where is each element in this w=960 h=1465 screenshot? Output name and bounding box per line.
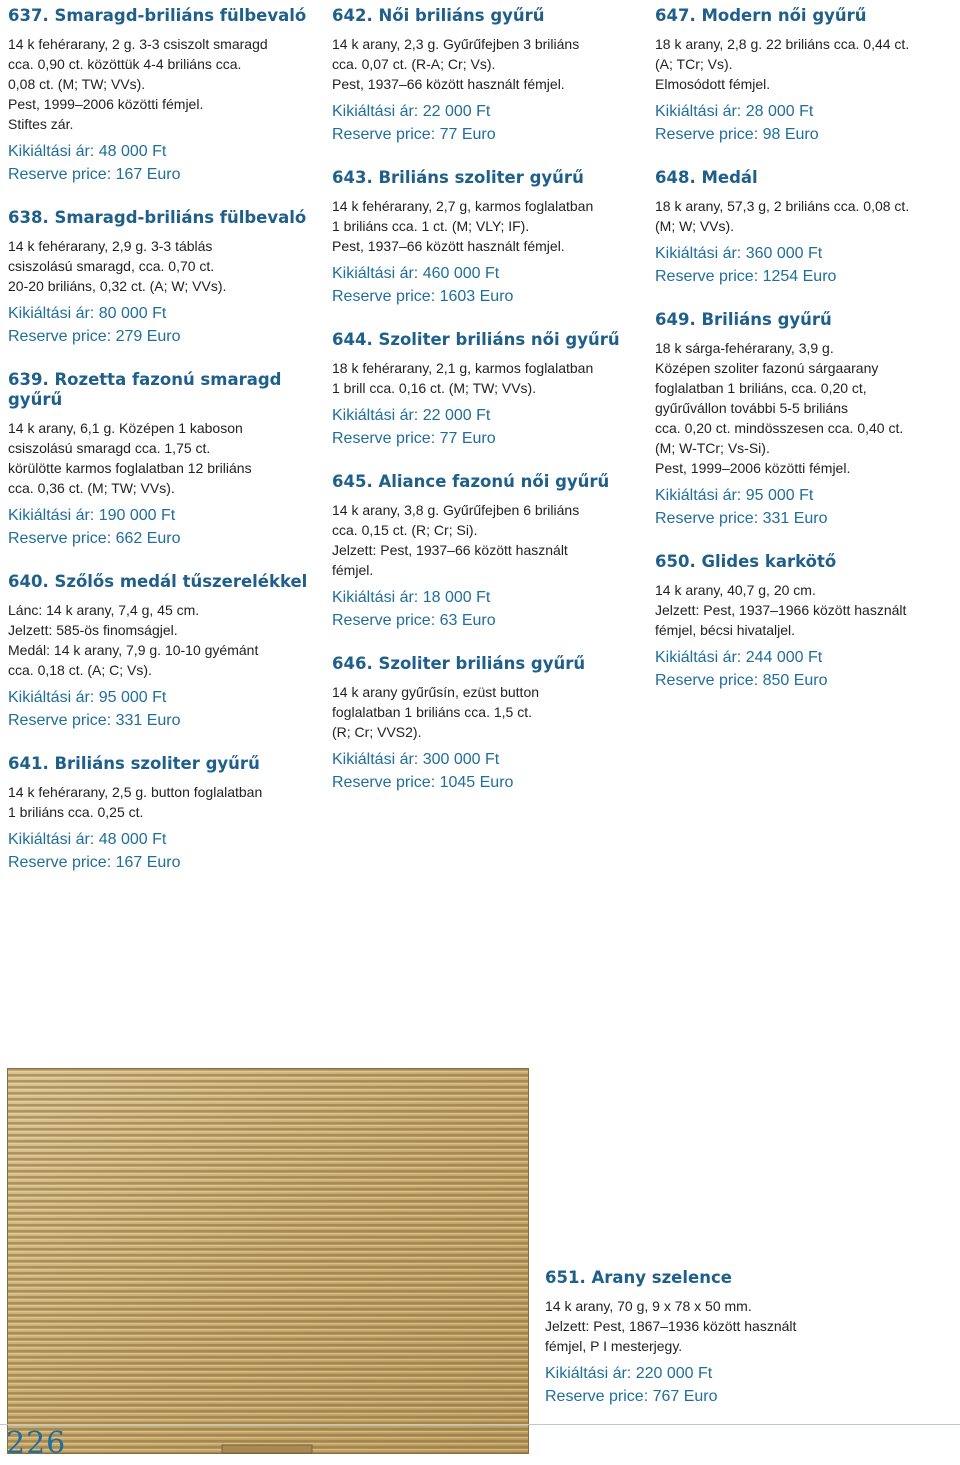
lot-description: [332, 500, 642, 580]
lot-description: [655, 580, 955, 640]
description-line: 14 k arany, 70 g, 9 x 78 x 50 mm.: [545, 1298, 752, 1314]
description-line: Pest, 1999–2006 közötti fémjel.: [655, 460, 851, 476]
reserve-price: Reserve price: 1045 Euro: [332, 774, 514, 791]
page-footer-rule: [0, 1424, 960, 1425]
description-line: Pest, 1937–66 között használt fémjel.: [332, 238, 565, 254]
description-line: cca. 0,18 ct. (A; C; Vs).: [8, 662, 152, 678]
lot-title: 647. Modern női gyűrű: [655, 6, 867, 25]
description-line: 14 k fehérarany, 2,7 g, karmos foglalatban: [332, 198, 594, 214]
description-line: csiszolású smaragd, cca. 0,70 ct.: [8, 258, 215, 274]
reserve-price: Reserve price: 98 Euro: [655, 126, 819, 143]
description-line: Pest, 1937–66 között használt fémjel.: [332, 76, 565, 92]
lot-title: 649. Briliáns gyűrű: [655, 310, 832, 329]
reserve-price: Reserve price: 331 Euro: [8, 712, 181, 729]
description-line: Stiftes zár.: [8, 116, 74, 132]
description-line: cca. 0,07 ct. (R-A; Cr; Vs).: [332, 56, 496, 72]
column-left: [8, 6, 318, 896]
lot-title: 645. Aliance fazonú női gyűrű: [332, 472, 610, 491]
description-line: 18 k arany, 2,8 g. 22 briliáns cca. 0,44 ct.: [655, 36, 910, 52]
lot-646: [332, 654, 642, 794]
description-line: 18 k fehérarany, 2,1 g, karmos foglalatban: [332, 360, 594, 376]
starting-price: Kikiáltási ár: 360 000 Ft: [655, 245, 823, 262]
reserve-price: Reserve price: 331 Euro: [655, 510, 828, 527]
description-line: csiszolású smaragd cca. 1,75 ct.: [8, 440, 211, 456]
lot-641: [8, 754, 318, 874]
description-line: 14 k fehérarany, 2 g. 3-3 csiszolt smaragd: [8, 36, 268, 52]
description-line: 1 briliáns cca. 1 ct. (M; VLY; IF).: [332, 218, 530, 234]
lot-639: [8, 370, 318, 550]
description-line: 14 k arany, 3,8 g. Gyűrűfejben 6 briliáns: [332, 502, 580, 518]
description-line: cca. 0,90 ct. közöttük 4-4 briliáns cca.: [8, 56, 242, 72]
description-line: Medál: 14 k arany, 7,9 g. 10-10 gyémánt: [8, 642, 259, 658]
description-line: 14 k arany, 6,1 g. Középen 1 kaboson: [8, 420, 243, 436]
description-line: (R; Cr; VVS2).: [332, 724, 422, 740]
reserve-price: Reserve price: 77 Euro: [332, 430, 496, 447]
page-number: 226: [6, 1426, 67, 1461]
lot-description: [8, 600, 318, 680]
starting-price: Kikiáltási ár: 28 000 Ft: [655, 103, 814, 120]
lot-title: 641. Briliáns szoliter gyűrű: [8, 754, 260, 773]
starting-price: Kikiáltási ár: 80 000 Ft: [8, 305, 167, 322]
lot-title: 648. Medál: [655, 168, 758, 187]
reserve-price: Reserve price: 662 Euro: [8, 530, 181, 547]
starting-price: Kikiáltási ár: 48 000 Ft: [8, 143, 167, 160]
lot-description: [655, 338, 955, 478]
lot-description: [332, 196, 642, 256]
description-line: 14 k arany, 40,7 g, 20 cm.: [655, 582, 816, 598]
lot-title: 639. Rozetta fazonú smaragd gyűrű: [8, 370, 282, 409]
lot-649: [655, 310, 955, 530]
lot-638: [8, 208, 318, 348]
description-line: 14 k fehérarany, 2,5 g. button foglalatban: [8, 784, 263, 800]
description-line: 14 k arany gyűrűsín, ezüst button: [332, 684, 540, 700]
lot-title: 644. Szoliter briliáns női gyűrű: [332, 330, 620, 349]
lot-description: [332, 358, 642, 398]
starting-price: Kikiáltási ár: 460 000 Ft: [332, 265, 500, 282]
lot-647: [655, 6, 955, 146]
description-line: cca. 0,20 ct. mindösszesen cca. 0,40 ct.: [655, 420, 904, 436]
column-right: [655, 6, 955, 714]
reserve-price: Reserve price: 167 Euro: [8, 166, 181, 183]
description-line: Jelzett: Pest, 1937–66 között használt: [332, 542, 568, 558]
lot-description: [332, 682, 642, 742]
lot-648: [655, 168, 955, 288]
description-line: Jelzett: 585-ös finomságjel.: [8, 622, 178, 638]
column-middle: [332, 6, 642, 816]
lot-title: 651. Arany szelence: [545, 1268, 732, 1287]
starting-price: Kikiáltási ár: 244 000 Ft: [655, 649, 823, 666]
lot-description: [655, 34, 955, 94]
reserve-price: Reserve price: 1254 Euro: [655, 268, 837, 285]
description-line: Lánc: 14 k arany, 7,4 g, 45 cm.: [8, 602, 200, 618]
lot-651: [545, 1268, 945, 1408]
lot-644: [332, 330, 642, 450]
description-line: 20-20 briliáns, 0,32 ct. (A; W; VVs).: [8, 278, 227, 294]
description-line: 0,08 ct. (M; TW; VVs).: [8, 76, 146, 92]
lot-title: 640. Szőlős medál tűszerelékkel: [8, 572, 308, 591]
description-line: fémjel, bécsi hivataljel.: [655, 622, 796, 638]
reserve-price: Reserve price: 850 Euro: [655, 672, 828, 689]
lot-title: 638. Smaragd-briliáns fülbevaló: [8, 208, 307, 227]
starting-price: Kikiáltási ár: 48 000 Ft: [8, 831, 167, 848]
lot-description: [8, 34, 318, 134]
reserve-price: Reserve price: 1603 Euro: [332, 288, 514, 305]
description-line: 18 k arany, 57,3 g, 2 briliáns cca. 0,08 ct.: [655, 198, 910, 214]
description-line: 14 k arany, 2,3 g. Gyűrűfejben 3 briliáns: [332, 36, 580, 52]
starting-price: Kikiáltási ár: 18 000 Ft: [332, 589, 491, 606]
description-line: Jelzett: Pest, 1867–1936 között használt: [545, 1318, 797, 1334]
lot-title: 643. Briliáns szoliter gyűrű: [332, 168, 584, 187]
lot-637: [8, 6, 318, 186]
lot-description: [545, 1296, 945, 1356]
lot-description: [655, 196, 955, 236]
reserve-price: Reserve price: 767 Euro: [545, 1388, 718, 1405]
lot-description: [8, 236, 318, 296]
description-line: 1 briliáns cca. 0,25 ct.: [8, 804, 144, 820]
description-line: (A; TCr; Vs).: [655, 56, 733, 72]
lot-description: [8, 418, 318, 498]
starting-price: Kikiáltási ár: 95 000 Ft: [8, 689, 167, 706]
lot-title: 650. Glides karkötő: [655, 552, 837, 571]
reserve-price: Reserve price: 63 Euro: [332, 612, 496, 629]
starting-price: Kikiáltási ár: 300 000 Ft: [332, 751, 500, 768]
starting-price: Kikiáltási ár: 190 000 Ft: [8, 507, 176, 524]
gold-case-image: [7, 1068, 529, 1454]
description-line: cca. 0,36 ct. (M; TW; VVs).: [8, 480, 175, 496]
description-line: gyűrűvállon további 5-5 briliáns: [655, 400, 848, 416]
lot-645: [332, 472, 642, 632]
description-line: cca. 0,15 ct. (R; Cr; Si).: [332, 522, 478, 538]
description-line: (M; W; VVs).: [655, 218, 735, 234]
description-line: fémjel, P I mesterjegy.: [545, 1338, 683, 1354]
lot-description: [8, 782, 318, 822]
lot-description: [332, 34, 642, 94]
reserve-price: Reserve price: 77 Euro: [332, 126, 496, 143]
lot-643: [332, 168, 642, 308]
gold-case-photo: [7, 1068, 529, 1454]
description-line: 18 k sárga-fehérarany, 3,9 g.: [655, 340, 834, 356]
description-line: foglalatban 1 briliáns, cca. 0,20 ct,: [655, 380, 867, 396]
lot-650: [655, 552, 955, 692]
description-line: (M; W-TCr; Vs-Si).: [655, 440, 770, 456]
lot-642: [332, 6, 642, 146]
description-line: 1 brill cca. 0,16 ct. (M; TW; VVs).: [332, 380, 537, 396]
description-line: körülötte karmos foglalatban 12 briliáns: [8, 460, 252, 476]
starting-price: Kikiáltási ár: 95 000 Ft: [655, 487, 814, 504]
description-line: Jelzett: Pest, 1937–1966 között használt: [655, 602, 907, 618]
description-line: Középen szoliter fazonú sárgaarany: [655, 360, 879, 376]
starting-price: Kikiáltási ár: 22 000 Ft: [332, 103, 491, 120]
reserve-price: Reserve price: 279 Euro: [8, 328, 181, 345]
lot-640: [8, 572, 318, 732]
lot-title: 637. Smaragd-briliáns fülbevaló: [8, 6, 307, 25]
reserve-price: Reserve price: 167 Euro: [8, 854, 181, 871]
description-line: 14 k fehérarany, 2,9 g. 3-3 táblás: [8, 238, 213, 254]
description-line: fémjel.: [332, 562, 374, 578]
description-line: Pest, 1999–2006 közötti fémjel.: [8, 96, 204, 112]
description-line: foglalatban 1 briliáns cca. 1,5 ct.: [332, 704, 533, 720]
lot-title: 646. Szoliter briliáns gyűrű: [332, 654, 586, 673]
lot-title: 642. Női briliáns gyűrű: [332, 6, 545, 25]
description-line: Elmosódott fémjel.: [655, 76, 771, 92]
starting-price: Kikiáltási ár: 22 000 Ft: [332, 407, 491, 424]
starting-price: Kikiáltási ár: 220 000 Ft: [545, 1365, 713, 1382]
